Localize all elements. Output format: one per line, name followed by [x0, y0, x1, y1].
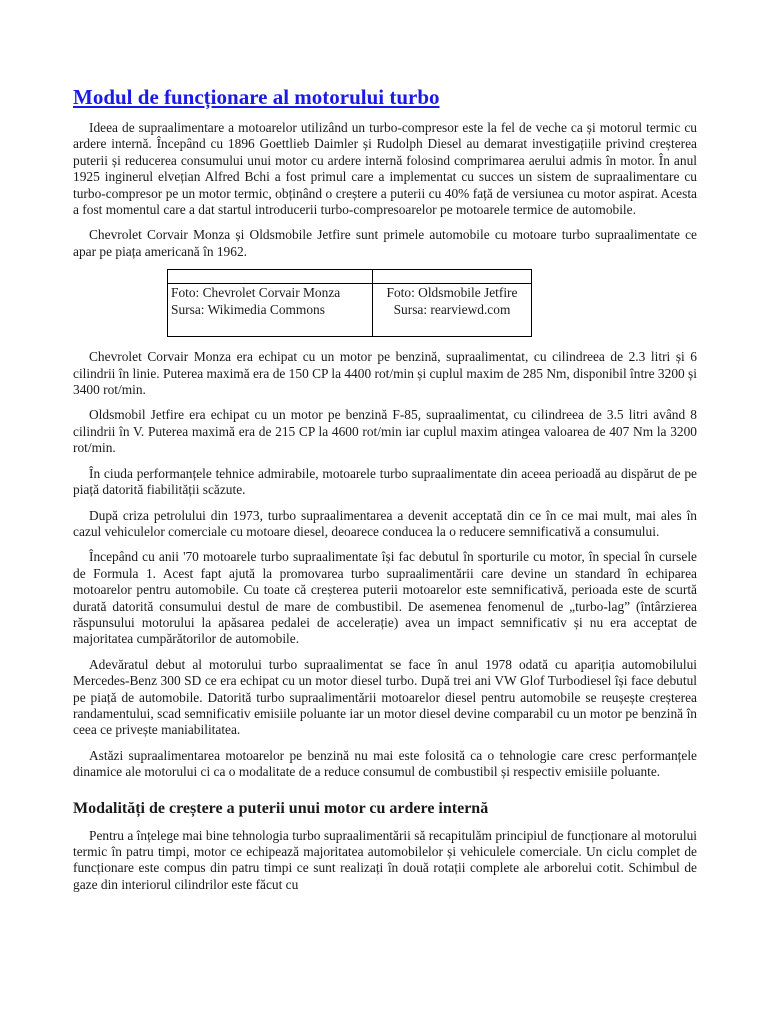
page-title[interactable]: Modul de funcționare al motorului turbo: [73, 85, 440, 109]
caption-right-photo: Foto: Oldsmobile Jetfire: [386, 285, 518, 301]
paragraph-jetfire: Oldsmobil Jetfire era echipat cu un motor pe benzină F-85, supraalimentat, cu cilindreea de 3.5 litri având 8 cilindrii în V. Puterea maximă era de 215 CP la 4600 rot/min iar cuplul maxim atingea valoarea de 407 Nm la 3200 rot/min.: [73, 407, 697, 456]
paragraph-oil-crisis: După criza petrolului din 1973, turbo supraalimentarea a devenit acceptată din ce în ce mai mult, mai ales în cazul vehiculelor comerciale cu motoare diesel, deoarece conducea la o reducere semnificativă a consumului.: [73, 507, 697, 539]
section-heading: Modalități de creștere a puterii unui motor cu ardere internă: [73, 799, 489, 817]
paragraph-today: Astăzi supraalimentarea motoarelor pe benzină nu mai este folosită ca o tehnologie care cresc performanțele dinamice ale motorului ci ca o modalitate de a reduce consumul de combustibil și respectiv emisiile poluante.: [73, 747, 697, 780]
photo-cell-right: [373, 270, 532, 284]
caption-left-photo: Foto: Chevrolet Corvair Monza: [171, 285, 341, 301]
paragraph-formula-1: Începând cu anii '70 motoarele turbo supraalimentate își fac debutul în sporturile cu motor, în special în cursele de Formula 1. Acest fapt ajută la promovarea turbo supraalimentării care devine un standard în echiparea motoarelor pentru automobile. Cu toate că creșterea puterii motoarelor este semnificativă, perioada este de scurtă durată datorită consumului destul de mare de combustibil. De asemenea fenomenul de „turbo-lag” (întârzierea răspunsului motorului la apăsarea pedalei de accelerație) avea un impact semnificativ și nu era acceptat de majoritatea cumpărătorilor de automobile.: [73, 549, 697, 647]
photo-caption-table-wrapper: [167, 269, 697, 337]
paragraph-intro: Ideea de supraalimentare a motoarelor utilizând un turbo-compresor este la fel de veche ca și motorul termic cu ardere internă. Începând cu 1896 Goettlieb Daimler și Rudolph Diesel au demarat investigațiile privind creșterea puterii și reducerea consumului unui motor cu ardere internă folosind comprimarea aerului admis în motor. În anul 1925 inginerul elvețian Alfred Bchi a fost primul care a implementat cu succes un sistem de supraalimentare cu turbo-compresor pe un motor termic, obținând o creștere a puterii cu 40% față de versiunea cu motor aspirat. Acesta a fost momentul care a dat startul introducerii turbo-compresoarelor pe motoarele termice de automobile.: [73, 120, 697, 218]
photo-row: [168, 270, 532, 284]
caption-left-source: Sursa: Wikimedia Commons: [171, 301, 325, 317]
paragraph-first-turbo-cars: Chevrolet Corvair Monza și Oldsmobile Jetfire sunt primele automobile cu motoare turbo supraalimentate ce apar pe piața americană în 1962.: [73, 227, 697, 259]
paragraph-corvair: Chevrolet Corvair Monza era echipat cu un motor pe benzină, supraalimentat, cu cilindreea de 2.3 litri și 6 cilindrii în linie. Puterea maximă era de 150 CP la 4400 rot/min și cuplul maxim de 285 Nm, disponibil între 3200 și 3400 rot/min.: [73, 349, 697, 398]
caption-cell-right: [373, 284, 532, 337]
paragraph-mercedes-debut: Adevăratul debut al motorului turbo supraalimentat se face în anul 1978 odată cu apariția automobilului Mercedes-Benz 300 SD ce era echipat cu un motor diesel turbo. După trei ani VW Glof Turbodiesel își face debutul pe piață de automobile. Datorită turbo supraalimentării motoarelor diesel pentru automobile se reușește creșterea randamentului, scad semnificativ emisiile poluante iar un motor diesel devine comparabil cu un motor pe benzină în ceea ce privește maniabilitatea.: [73, 656, 697, 738]
document-page: [73, 84, 697, 902]
caption-row: [168, 284, 532, 337]
photo-cell-left: [168, 270, 373, 284]
caption-right-source: Sursa: rearviewd.com: [393, 301, 511, 317]
photo-caption-table: [167, 269, 532, 337]
paragraph-reliability: În ciuda performanțele tehnice admirabile, motoarele turbo supraalimentate din aceea perioadă au dispărut de pe piață datorită fiabilității scăzute.: [73, 465, 697, 498]
paragraph-four-stroke: Pentru a înțelege mai bine tehnologia turbo supraalimentării să recapitulăm principiul de funcționare al motorului termic în patru timpi, motor ce echipează majoritatea automobilelor și vehiculele comerciale. Un ciclu complet de funcționare este compus din patru timpi ce sunt realizați în două rotații complete ale arborelui cotit. Schimbul de gaze din interiorul cilindrilor este făcut cu: [73, 827, 697, 892]
caption-cell-left: [168, 284, 373, 337]
